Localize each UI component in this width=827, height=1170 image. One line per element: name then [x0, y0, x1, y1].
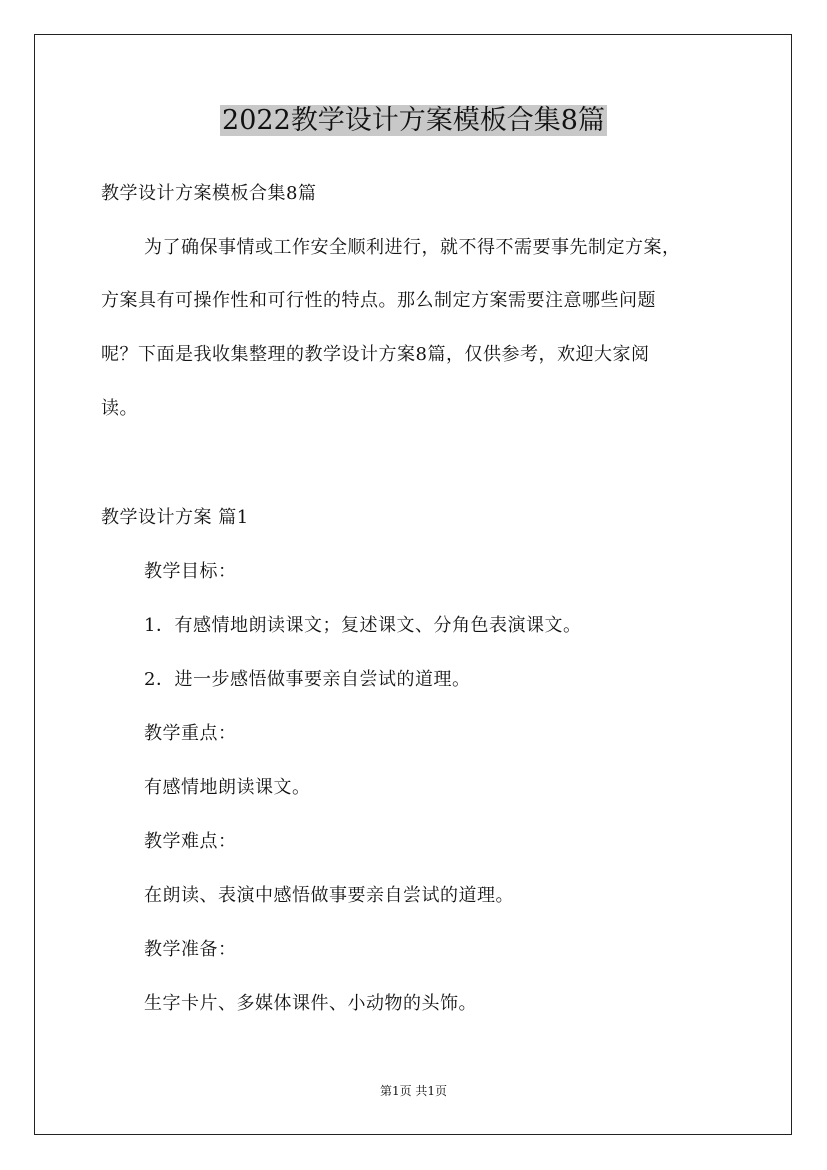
goal-item-2: 2．进一步感悟做事要亲自尝试的道理。 [144, 669, 471, 690]
intro-line-2: 方案具有可操作性和可行性的特点。那么制定方案需要注意哪些问题 [101, 290, 656, 311]
section-heading: 教学设计方案 篇1 [101, 507, 249, 528]
document-title: 2022教学设计方案模板合集8篇 [222, 105, 605, 136]
difficulty-text: 在朗读、表演中感悟做事要亲自尝试的道理。 [144, 885, 514, 906]
preparation-text: 生字卡片、多媒体课件、小动物的头饰。 [144, 993, 477, 1014]
heading-difficulties: 教学难点： [144, 831, 237, 852]
heading-teaching-goals: 教学目标： [144, 561, 237, 582]
key-point-text: 有感情地朗读课文。 [144, 777, 311, 798]
intro-line-4: 读。 [101, 398, 138, 419]
goal-item-1: 1．有感情地朗读课文；复述课文、分角色表演课文。 [144, 615, 582, 636]
document-subtitle: 教学设计方案模板合集8篇 [101, 183, 317, 204]
heading-preparation: 教学准备： [144, 939, 237, 960]
page-footer: 第1页 共1页 [379, 1084, 448, 1098]
intro-line-1: 为了确保事情或工作安全顺利进行，就不得不需要事先制定方案， [144, 237, 681, 258]
intro-line-3: 呢？下面是我收集整理的教学设计方案8篇，仅供参考，欢迎大家阅 [101, 344, 650, 365]
heading-key-points: 教学重点： [144, 723, 237, 744]
